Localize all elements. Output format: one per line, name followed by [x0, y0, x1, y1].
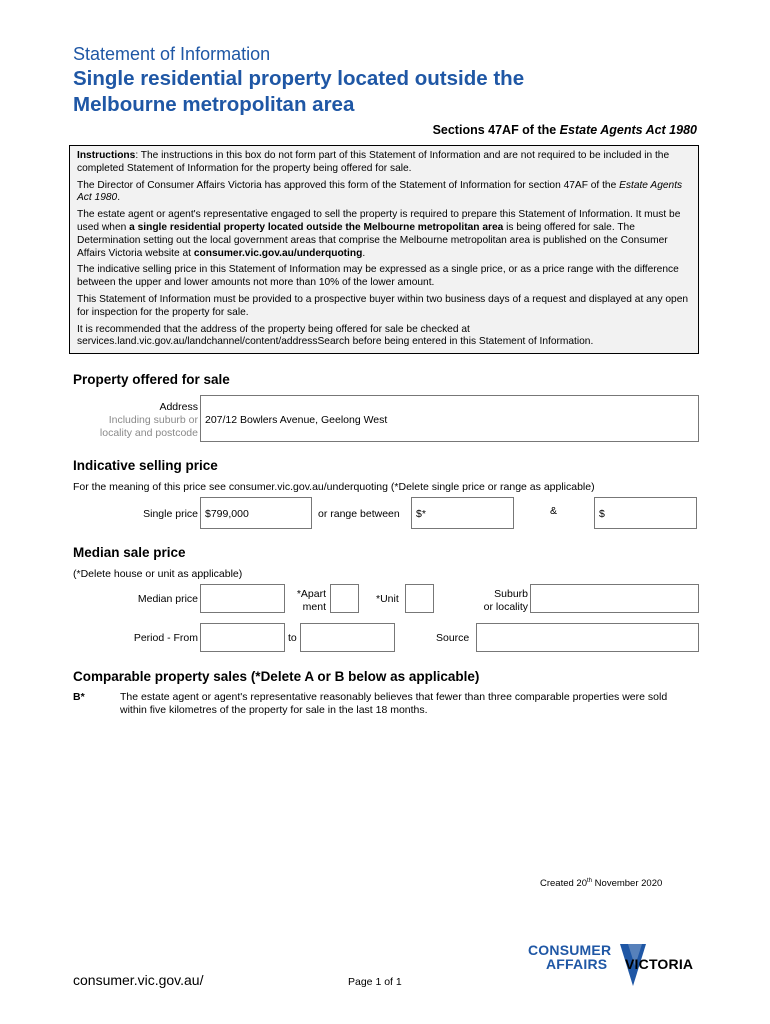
source-label: Source: [436, 632, 470, 644]
instructions-p1-text: : The instructions in this box do not form part of this Statement of Information and are not required to be included in the completed Statement of Information for the property being offered for sale.: [77, 150, 670, 174]
instructions-p2-act: Estate Agents Act 1980: [77, 179, 683, 204]
apartment-checkbox[interactable]: [330, 584, 359, 613]
instructions-p3-bold: a single residential property located outside the Melbourne metropolitan area: [129, 221, 504, 233]
instructions-p2-text: The Director of Consumer Affairs Victoria has approved this form of the Statement of Information for section 47AF of the: [77, 179, 620, 191]
underquoting-link[interactable]: consumer.vic.gov.au/underquoting: [193, 247, 363, 259]
single-price-label: Single price: [143, 508, 198, 520]
logo-text-victoria: VICTORIA: [625, 956, 694, 972]
instructions-label: Instructions: [77, 150, 136, 161]
range-to-field[interactable]: $: [594, 497, 697, 529]
address-sublabel-1: Including suburb or: [108, 414, 198, 426]
created-suffix: November 2020: [592, 878, 663, 890]
price-note: For the meaning of this price see consumer.vic.gov.au/underquoting (*Delete single price or range as applicable): [73, 481, 595, 493]
footer-website[interactable]: consumer.vic.gov.au/: [73, 972, 204, 988]
instructions-p4: The indicative selling price in this Statement of Information may be expressed as a single price, or as a price range with the difference between the upper and lower amounts not more than 10% of the lower amount.: [77, 264, 679, 289]
logo-text-consumer: CONSUMER: [528, 942, 612, 958]
unit-label: *Unit: [376, 593, 399, 605]
property-heading: Property offered for sale: [73, 372, 230, 387]
instructions-p3-a: The estate agent or agent's representative engaged to sell the property is required to prepare this Statement of Information. It must be used when: [77, 209, 681, 233]
to-label: to: [288, 632, 297, 644]
page-number: Page 1 of 1: [348, 976, 402, 988]
unit-checkbox[interactable]: [405, 584, 434, 613]
range-label: or range between: [318, 508, 400, 520]
instructions-p2: [77, 180, 691, 206]
suburb-label-line-2: or locality: [483, 601, 528, 613]
instructions-p3: [77, 209, 691, 260]
suburb-field[interactable]: [530, 584, 699, 613]
median-price-label: Median price: [137, 593, 198, 605]
median-heading: Median sale price: [73, 545, 186, 560]
single-price-field[interactable]: $799,000: [200, 497, 312, 529]
created-date: [540, 878, 662, 889]
instructions-p3-b: is being offered for sale. The Determination setting out the local government areas that comprise the Melbourne metropolitan area is published on the Consumer Affairs Victoria website at: [77, 221, 668, 259]
source-field[interactable]: [476, 623, 699, 652]
created-prefix: Created 20: [540, 878, 588, 890]
instructions-box: [69, 145, 699, 354]
instructions-p1: [77, 150, 691, 176]
range-from-field[interactable]: $*: [411, 497, 514, 529]
period-from-field[interactable]: [200, 623, 285, 652]
created-sup: th: [587, 878, 593, 884]
ampersand: &: [550, 505, 558, 517]
document-type: Statement of Information: [73, 44, 271, 64]
page-title: [73, 66, 633, 118]
address-sublabel-2: locality and postcode: [99, 427, 198, 439]
median-price-field[interactable]: [200, 584, 285, 613]
title-line-1: Single residential property located outside the: [73, 67, 525, 90]
consumer-affairs-victoria-logo: [528, 940, 703, 988]
option-b-label: B*: [73, 691, 85, 703]
address-field[interactable]: 207/12 Bowlers Avenue, Geelong West: [200, 395, 699, 442]
period-from-label: Period - From: [133, 632, 198, 644]
instructions-p3-end: .: [362, 247, 366, 259]
option-b-text: The estate agent or agent's representative reasonably believes that fewer than three comparable properties were sold within five kilometres of the property for sale in the last 18 months.: [120, 691, 668, 716]
apartment-label: [288, 588, 326, 614]
comparable-heading: Comparable property sales (*Delete A or B below as applicable): [73, 669, 480, 684]
apartment-label-line-2: ment: [302, 601, 326, 613]
suburb-label: [470, 588, 528, 614]
price-heading: Indicative selling price: [73, 458, 218, 473]
instructions-p2-end: .: [117, 192, 121, 204]
logo-text-affairs: AFFAIRS: [546, 956, 608, 972]
instructions-p5: This Statement of Information must be provided to a prospective buyer within two business days of a request and displayed at any open for inspection for the property for sale.: [77, 293, 689, 318]
sections-reference: [433, 123, 697, 137]
median-note: (*Delete house or unit as applicable): [73, 568, 243, 580]
instructions-p6: It is recommended that the address of the property being offered for sale be checked at services.land.vic.gov.au/landchannel/content/addressSearch before being entered in this Statement of Information.: [77, 323, 594, 348]
apartment-label-line-1: *Apart: [296, 588, 326, 600]
suburb-label-line-1: Suburb: [494, 588, 528, 600]
title-line-2: Melbourne metropolitan area: [73, 93, 355, 116]
address-label-group: [60, 401, 198, 440]
period-to-field[interactable]: [300, 623, 395, 652]
address-label: Address: [159, 401, 198, 413]
sections-act: Estate Agents Act 1980: [559, 123, 697, 137]
sections-prefix: Sections 47AF of the: [432, 123, 560, 137]
